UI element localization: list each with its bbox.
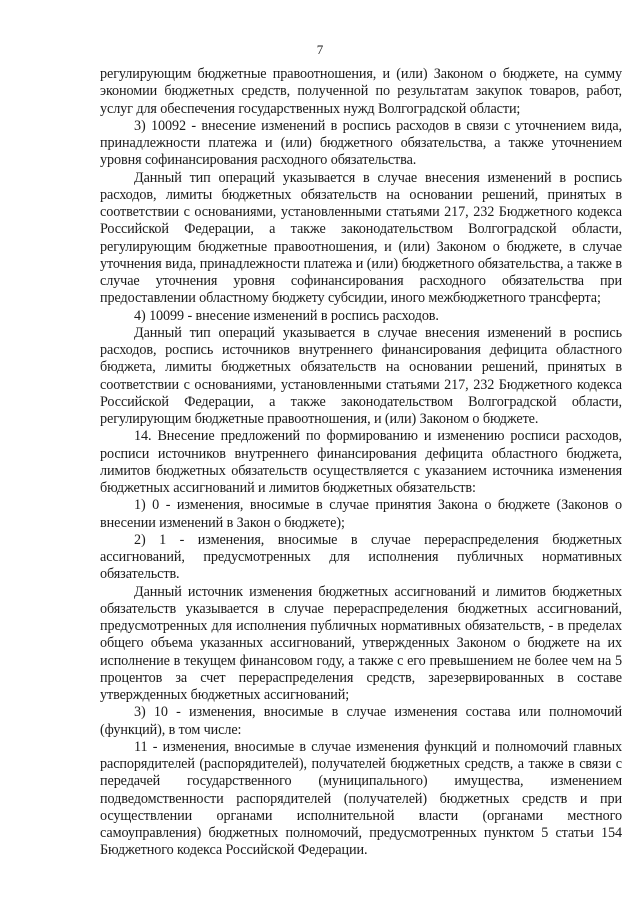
- paragraph-10099-description: Данный тип операций указывается в случае внесения изменений в роспись расходов, роспись источников внутреннего финансирования дефицита областного бюджета, лимиты бюджетных обязательств на основании решений, принятых в соответствии с основаниями, установленными статьями 217, 232 Бюджетного кодекса Российской Федерации, а также законодательством Волгоградской области, регулирующим бюджетные правоотношения, и (или) Законом о бюджете.: [100, 324, 622, 427]
- paragraph-source-1-description: Данный источник изменения бюджетных ассигнований и лимитов бюджетных обязательств указывается в случае перераспределения бюджетных ассигнований, предусмотренных для исполнения публичных нормативных обязательств, - в пределах общего объема указанных ассигнований, утвержденных Законом о бюджете на их исполнение в текущем финансовом году, а также с его превышением не более чем на 5 процентов за счет перераспределения средств, зарезервированных в составе утвержденных бюджетных ассигнований;: [100, 583, 622, 703]
- paragraph-10092-description: Данный тип операций указывается в случае внесения изменений в роспись расходов, лимиты бюджетных обязательств на основании решений, принятых в соответствии с основаниями, установленными статьями 217, 232 Бюджетного кодекса Российской Федерации, а также законодательством Волгоградской области, регулирующим бюджетные правоотношения, и (или) Законом о бюджете, в случае уточнения вида, принадлежности платежа и (или) бюджетного обязательства, а также в случае уточнения уровня софинансирования расходного обязательства при предоставлении областному бюджету субсидии, иного межбюджетного трансферта;: [100, 169, 622, 307]
- paragraph-source-10: 3) 10 - изменения, вносимые в случае изменения состава или полномочий (функций), в том числе:: [100, 704, 622, 738]
- page-number: 7: [316, 42, 324, 57]
- paragraph-source-11: 11 - изменения, вносимые в случае изменения функций и полномочий главных распорядителей (распорядителей), получателей бюджетных средств, а также в связи с передачей государственного (муниципального) имущества, изменением подведомственности распорядителей (получателей) бюджетных средств и при осуществлении органами исполнительной власти (органами местного самоуправления) бюджетных полномочий, предусмотренных пунктом 5 статьи 154 Бюджетного кодекса Российской Федерации.: [100, 738, 622, 859]
- paragraph-section-14: 14. Внесение предложений по формированию и изменению росписи расходов, росписи источников внутреннего финансирования дефицита областного бюджета, лимитов бюджетных обязательств осуществляется с указанием источника изменения бюджетных ассигнований и лимитов бюджетных обязательств:: [100, 428, 622, 496]
- paragraph-source-0: 1) 0 - изменения, вносимые в случае принятия Закона о бюджете (Законов о внесении изменений в Закон о бюджете);: [100, 497, 622, 531]
- paragraph-source-1: 2) 1 - изменения, вносимые в случае перераспределения бюджетных ассигнований, предусмотренных для исполнения публичных нормативных обязательств.: [100, 531, 622, 583]
- paragraph-item-10099: 4) 10099 - внесение изменений в роспись расходов.: [134, 307, 439, 324]
- document-body: [100, 66, 622, 860]
- paragraph-continuation: регулирующим бюджетные правоотношения, и (или) Законом о бюджете, на сумму экономии бюджетных средств, полученной по результатам закупок товаров, работ, услуг для обеспечения государственных нужд Волгоградской области;: [100, 66, 622, 117]
- paragraph-item-10092: 3) 10092 - внесение изменений в роспись расходов в связи с уточнением вида, принадлежности платежа и (или) бюджетного обязательства, а также уточнением уровня софинансирования расходного обязательства.: [100, 117, 622, 169]
